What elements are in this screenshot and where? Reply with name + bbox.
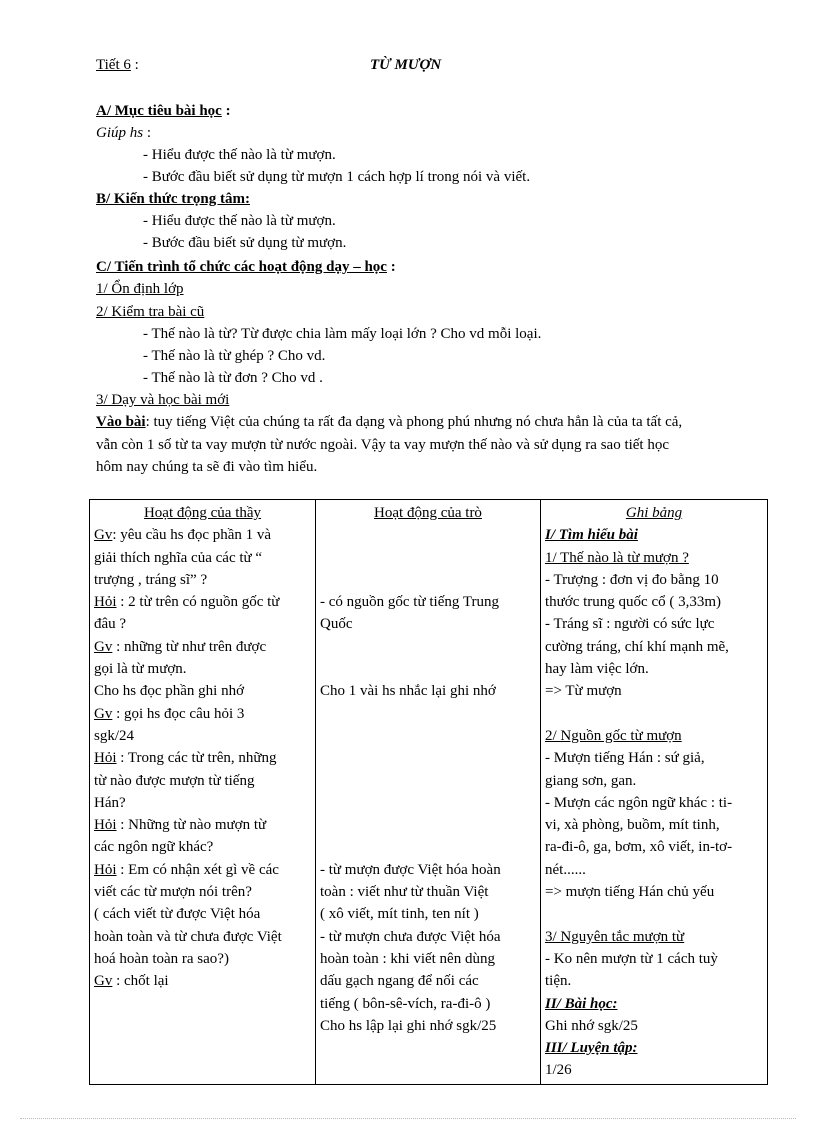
step-2-item: - Thế nào là từ ghép ? Cho vd. bbox=[143, 348, 326, 364]
student-lines bbox=[320, 524, 536, 1037]
teacher-line-text: viết các từ mượn nói trên? bbox=[94, 884, 252, 901]
board-line-text: nét...... bbox=[545, 861, 586, 878]
step-2-item: - Thế nào là từ? Từ được chia làm mấy loại lớn ? Cho vd mỗi loại. bbox=[143, 326, 542, 342]
section-a-item: - Bước đầu biết sử dụng từ mượn 1 cách hợp lí trong nói và viết. bbox=[143, 169, 531, 185]
teacher-line bbox=[94, 613, 311, 635]
teacher-line-label: Gv bbox=[94, 527, 113, 544]
board-line-text: vi, xà phòng, buồm, mít tinh, bbox=[545, 817, 720, 834]
board-line bbox=[545, 948, 763, 970]
section-a-intro-suffix: : bbox=[143, 125, 152, 141]
board-line-text: - Ko nên mượn từ 1 cách tuỳ bbox=[545, 950, 718, 967]
teacher-line-text: hoá hoàn toàn ra sao?) bbox=[94, 950, 229, 967]
teacher-line bbox=[94, 636, 311, 658]
teacher-line-label: Hỏi bbox=[94, 861, 117, 878]
teacher-line-text: sgk/24 bbox=[94, 727, 135, 744]
teacher-line-label: Gv bbox=[94, 638, 113, 655]
board-line bbox=[545, 903, 763, 925]
board-line-text: 3/ Nguyên tắc mượn từ bbox=[545, 928, 685, 945]
teacher-line-text: trượng , tráng sĩ” ? bbox=[94, 571, 208, 588]
teacher-line bbox=[94, 703, 311, 725]
step-2-item: - Thế nào là từ đơn ? Cho vd . bbox=[143, 370, 323, 386]
section-b-heading-text: B/ Kiến thức trọng tâm: bbox=[96, 191, 250, 207]
section-a-heading-suffix: : bbox=[221, 103, 231, 119]
board-line-text: hay làm việc lớn. bbox=[545, 661, 649, 678]
board-line bbox=[545, 993, 763, 1015]
student-line bbox=[320, 792, 536, 814]
section-c-heading-suffix: : bbox=[386, 259, 396, 275]
student-line bbox=[320, 770, 536, 792]
student-line: ( xô viết, mít tinh, ten nít ) bbox=[320, 906, 479, 923]
board-line bbox=[545, 926, 763, 948]
board-line-text: - Mượn các ngôn ngữ khác : ti- bbox=[545, 794, 733, 811]
student-line bbox=[320, 658, 536, 680]
student-line: - từ mượn chưa được Việt hóa bbox=[320, 928, 501, 945]
teacher-line-text: : gọi hs đọc câu hỏi 3 bbox=[112, 705, 245, 722]
teacher-line bbox=[94, 770, 311, 792]
step-3 bbox=[96, 389, 229, 411]
teacher-line-label: Gv bbox=[94, 705, 113, 722]
teacher-line-text: : Em có nhận xét gì về các bbox=[116, 861, 279, 878]
student-line: Quốc bbox=[320, 616, 353, 633]
board-line-text: - Mượn tiếng Hán : sứ giả, bbox=[545, 750, 705, 767]
teacher-line bbox=[94, 747, 311, 769]
student-line bbox=[320, 569, 536, 591]
teacher-line bbox=[94, 836, 311, 858]
teacher-line bbox=[94, 859, 311, 881]
section-b-heading bbox=[96, 188, 250, 210]
board-line bbox=[545, 814, 763, 836]
board-line-text: cường tráng, chí khí mạnh mẽ, bbox=[545, 638, 729, 655]
intro-paragraph-line-3: hôm nay chúng ta sẽ đi vào tìm hiểu. bbox=[96, 459, 318, 475]
teacher-lines bbox=[94, 524, 311, 992]
lesson-label: Tiết 6 bbox=[96, 57, 131, 73]
board-line-text: - Trượng : đơn vị đo bằng 10 bbox=[545, 571, 719, 588]
board-line bbox=[545, 747, 763, 769]
student-line bbox=[320, 703, 536, 725]
lesson-number bbox=[96, 54, 139, 76]
board-line bbox=[545, 680, 763, 702]
teacher-line-text: Hán? bbox=[94, 794, 126, 811]
student-line: dấu gạch ngang để nối các bbox=[320, 973, 479, 990]
step-1-text: 1/ Ổn định lớp bbox=[96, 281, 184, 297]
teacher-line-text: các ngôn ngữ khác? bbox=[94, 839, 214, 856]
teacher-line-text: ( cách viết từ được Việt hóa bbox=[94, 906, 261, 923]
teacher-line-text: : yêu cầu hs đọc phần 1 và bbox=[112, 527, 272, 544]
board-line bbox=[545, 636, 763, 658]
student-column bbox=[316, 500, 541, 1085]
step-3-text: 3/ Dạy và học bài mới bbox=[96, 392, 230, 408]
board-line bbox=[545, 613, 763, 635]
page-title: TỪ MƯỢN bbox=[370, 57, 442, 73]
teacher-line bbox=[94, 658, 311, 680]
student-line bbox=[320, 636, 536, 658]
teacher-line bbox=[94, 547, 311, 569]
teacher-header: Hoạt động của thầy bbox=[143, 505, 262, 521]
board-line-text: II/ Bài học: bbox=[545, 995, 618, 1012]
intro-paragraph-line-2: vẫn còn 1 số từ ta vay mượn từ nước ngoài. Vậy ta vay mượn thế nào và sử dụng ra sao tiết học bbox=[96, 437, 670, 453]
intro-text-1: : tuy tiếng Việt của chúng ta rất đa dạng và phong phú nhưng nó chưa hẳn là của ta tất cả, bbox=[145, 414, 683, 430]
student-header: Hoạt động của trò bbox=[374, 505, 482, 521]
section-a-item: - Hiểu được thế nào là từ mượn. bbox=[143, 147, 336, 163]
teacher-line bbox=[94, 591, 311, 613]
teacher-line-label: Hỏi bbox=[94, 750, 117, 767]
teacher-line-text: : 2 từ trên có nguồn gốc từ bbox=[116, 594, 280, 611]
board-line bbox=[545, 591, 763, 613]
board-line bbox=[545, 547, 763, 569]
student-line: Cho 1 vài hs nhắc lại ghi nhớ bbox=[320, 683, 496, 700]
board-line bbox=[545, 569, 763, 591]
student-line bbox=[320, 814, 536, 836]
board-header: Ghi bảng bbox=[625, 505, 683, 521]
student-line bbox=[320, 836, 536, 858]
teacher-line bbox=[94, 926, 311, 948]
teacher-line bbox=[94, 814, 311, 836]
section-c-heading-text: C/ Tiến trình tổ chức các hoạt động dạy – học bbox=[96, 259, 387, 275]
teacher-line-label: Gv bbox=[94, 973, 113, 990]
teacher-line-text: từ nào được mượn từ tiếng bbox=[94, 772, 255, 789]
board-line bbox=[545, 658, 763, 680]
teacher-column bbox=[90, 500, 316, 1085]
teacher-line bbox=[94, 792, 311, 814]
board-line-text: thước trung quốc cổ ( 3,33m) bbox=[545, 594, 722, 611]
section-c-heading bbox=[96, 256, 396, 278]
lesson-colon: : bbox=[130, 57, 139, 73]
teacher-line-text: hoàn toàn và từ chưa được Việt bbox=[94, 928, 282, 945]
student-line: - có nguồn gốc từ tiếng Trung bbox=[320, 594, 499, 611]
teacher-line-text: : Những từ nào mượn từ bbox=[116, 817, 267, 834]
board-line bbox=[545, 1037, 763, 1059]
step-2 bbox=[96, 301, 204, 323]
section-a-heading-text: A/ Mục tiêu bài học bbox=[96, 103, 222, 119]
student-line: toàn : viết như từ thuần Việt bbox=[320, 884, 489, 901]
section-a-heading bbox=[96, 100, 231, 122]
board-line-text: => Từ mượn bbox=[545, 683, 622, 700]
section-b-item: - Bước đầu biết sử dụng từ mượn. bbox=[143, 235, 347, 251]
footer-divider bbox=[20, 1118, 796, 1119]
teacher-line-text: : những từ như trên được bbox=[112, 638, 267, 655]
teacher-line-text: đâu ? bbox=[94, 616, 127, 633]
student-line bbox=[320, 524, 536, 546]
teacher-line bbox=[94, 948, 311, 970]
teacher-line-text: gọi là từ mượn. bbox=[94, 661, 187, 678]
teacher-line-text: giải thích nghĩa của các từ “ bbox=[94, 549, 263, 566]
board-line bbox=[545, 1059, 763, 1081]
intro-paragraph-line-1 bbox=[96, 411, 682, 433]
lesson-table bbox=[89, 499, 768, 1085]
teacher-line bbox=[94, 903, 311, 925]
board-line-text: ra-đi-ô, ga, bơm, xô viết, in-tơ- bbox=[545, 839, 733, 856]
board-line bbox=[545, 836, 763, 858]
section-a-intro bbox=[96, 122, 151, 144]
board-line-text: tiện. bbox=[545, 973, 572, 990]
student-line: - từ mượn được Việt hóa hoàn bbox=[320, 861, 501, 878]
teacher-line-text: : Trong các từ trên, những bbox=[116, 750, 277, 767]
student-line: hoàn toàn : khi viết nên dùng bbox=[320, 950, 495, 967]
step-2-text: 2/ Kiểm tra bài cũ bbox=[96, 304, 205, 320]
student-line bbox=[320, 547, 536, 569]
board-line-text: - Tráng sĩ : người có sức lực bbox=[545, 616, 715, 633]
table-body-row bbox=[90, 500, 768, 1085]
board-line bbox=[545, 881, 763, 903]
board-line-text: giang sơn, gan. bbox=[545, 772, 637, 789]
board-line bbox=[545, 970, 763, 992]
section-b-item: - Hiểu được thế nào là từ mượn. bbox=[143, 213, 336, 229]
teacher-line-label: Hỏi bbox=[94, 817, 117, 834]
student-line bbox=[320, 747, 536, 769]
board-line-text: Ghi nhớ sgk/25 bbox=[545, 1017, 638, 1034]
board-column bbox=[541, 500, 768, 1085]
board-line bbox=[545, 524, 763, 546]
board-line bbox=[545, 1015, 763, 1037]
board-line-text: 1/ Thế nào là từ mượn ? bbox=[545, 549, 689, 566]
board-line-text: => mượn tiếng Hán chủ yếu bbox=[545, 884, 715, 901]
board-line-text: 2/ Nguồn gốc từ mượn bbox=[545, 727, 682, 744]
board-line bbox=[545, 770, 763, 792]
board-line bbox=[545, 792, 763, 814]
board-line bbox=[545, 703, 763, 725]
student-line: Cho hs lập lại ghi nhớ sgk/25 bbox=[320, 1017, 497, 1034]
teacher-line-text: Cho hs đọc phần ghi nhớ bbox=[94, 683, 245, 700]
teacher-line bbox=[94, 680, 311, 702]
student-line: tiếng ( bôn-sê-vích, ra-đi-ô ) bbox=[320, 995, 491, 1012]
teacher-line bbox=[94, 970, 311, 992]
board-line-text: I/ Tìm hiểu bài bbox=[545, 527, 638, 544]
board-line bbox=[545, 859, 763, 881]
teacher-line bbox=[94, 725, 311, 747]
teacher-line bbox=[94, 881, 311, 903]
teacher-line-text: : chốt lại bbox=[112, 973, 169, 990]
teacher-line bbox=[94, 524, 311, 546]
board-line-text: III/ Luyện tập: bbox=[545, 1040, 638, 1057]
step-1 bbox=[96, 278, 184, 300]
board-line bbox=[545, 725, 763, 747]
teacher-line-label: Hỏi bbox=[94, 594, 117, 611]
board-line-text: 1/26 bbox=[545, 1062, 572, 1079]
teacher-line bbox=[94, 569, 311, 591]
section-a-intro-text: Giúp hs bbox=[96, 125, 144, 141]
intro-label: Vào bài bbox=[96, 414, 146, 430]
board-lines bbox=[545, 524, 763, 1081]
student-line bbox=[320, 725, 536, 747]
